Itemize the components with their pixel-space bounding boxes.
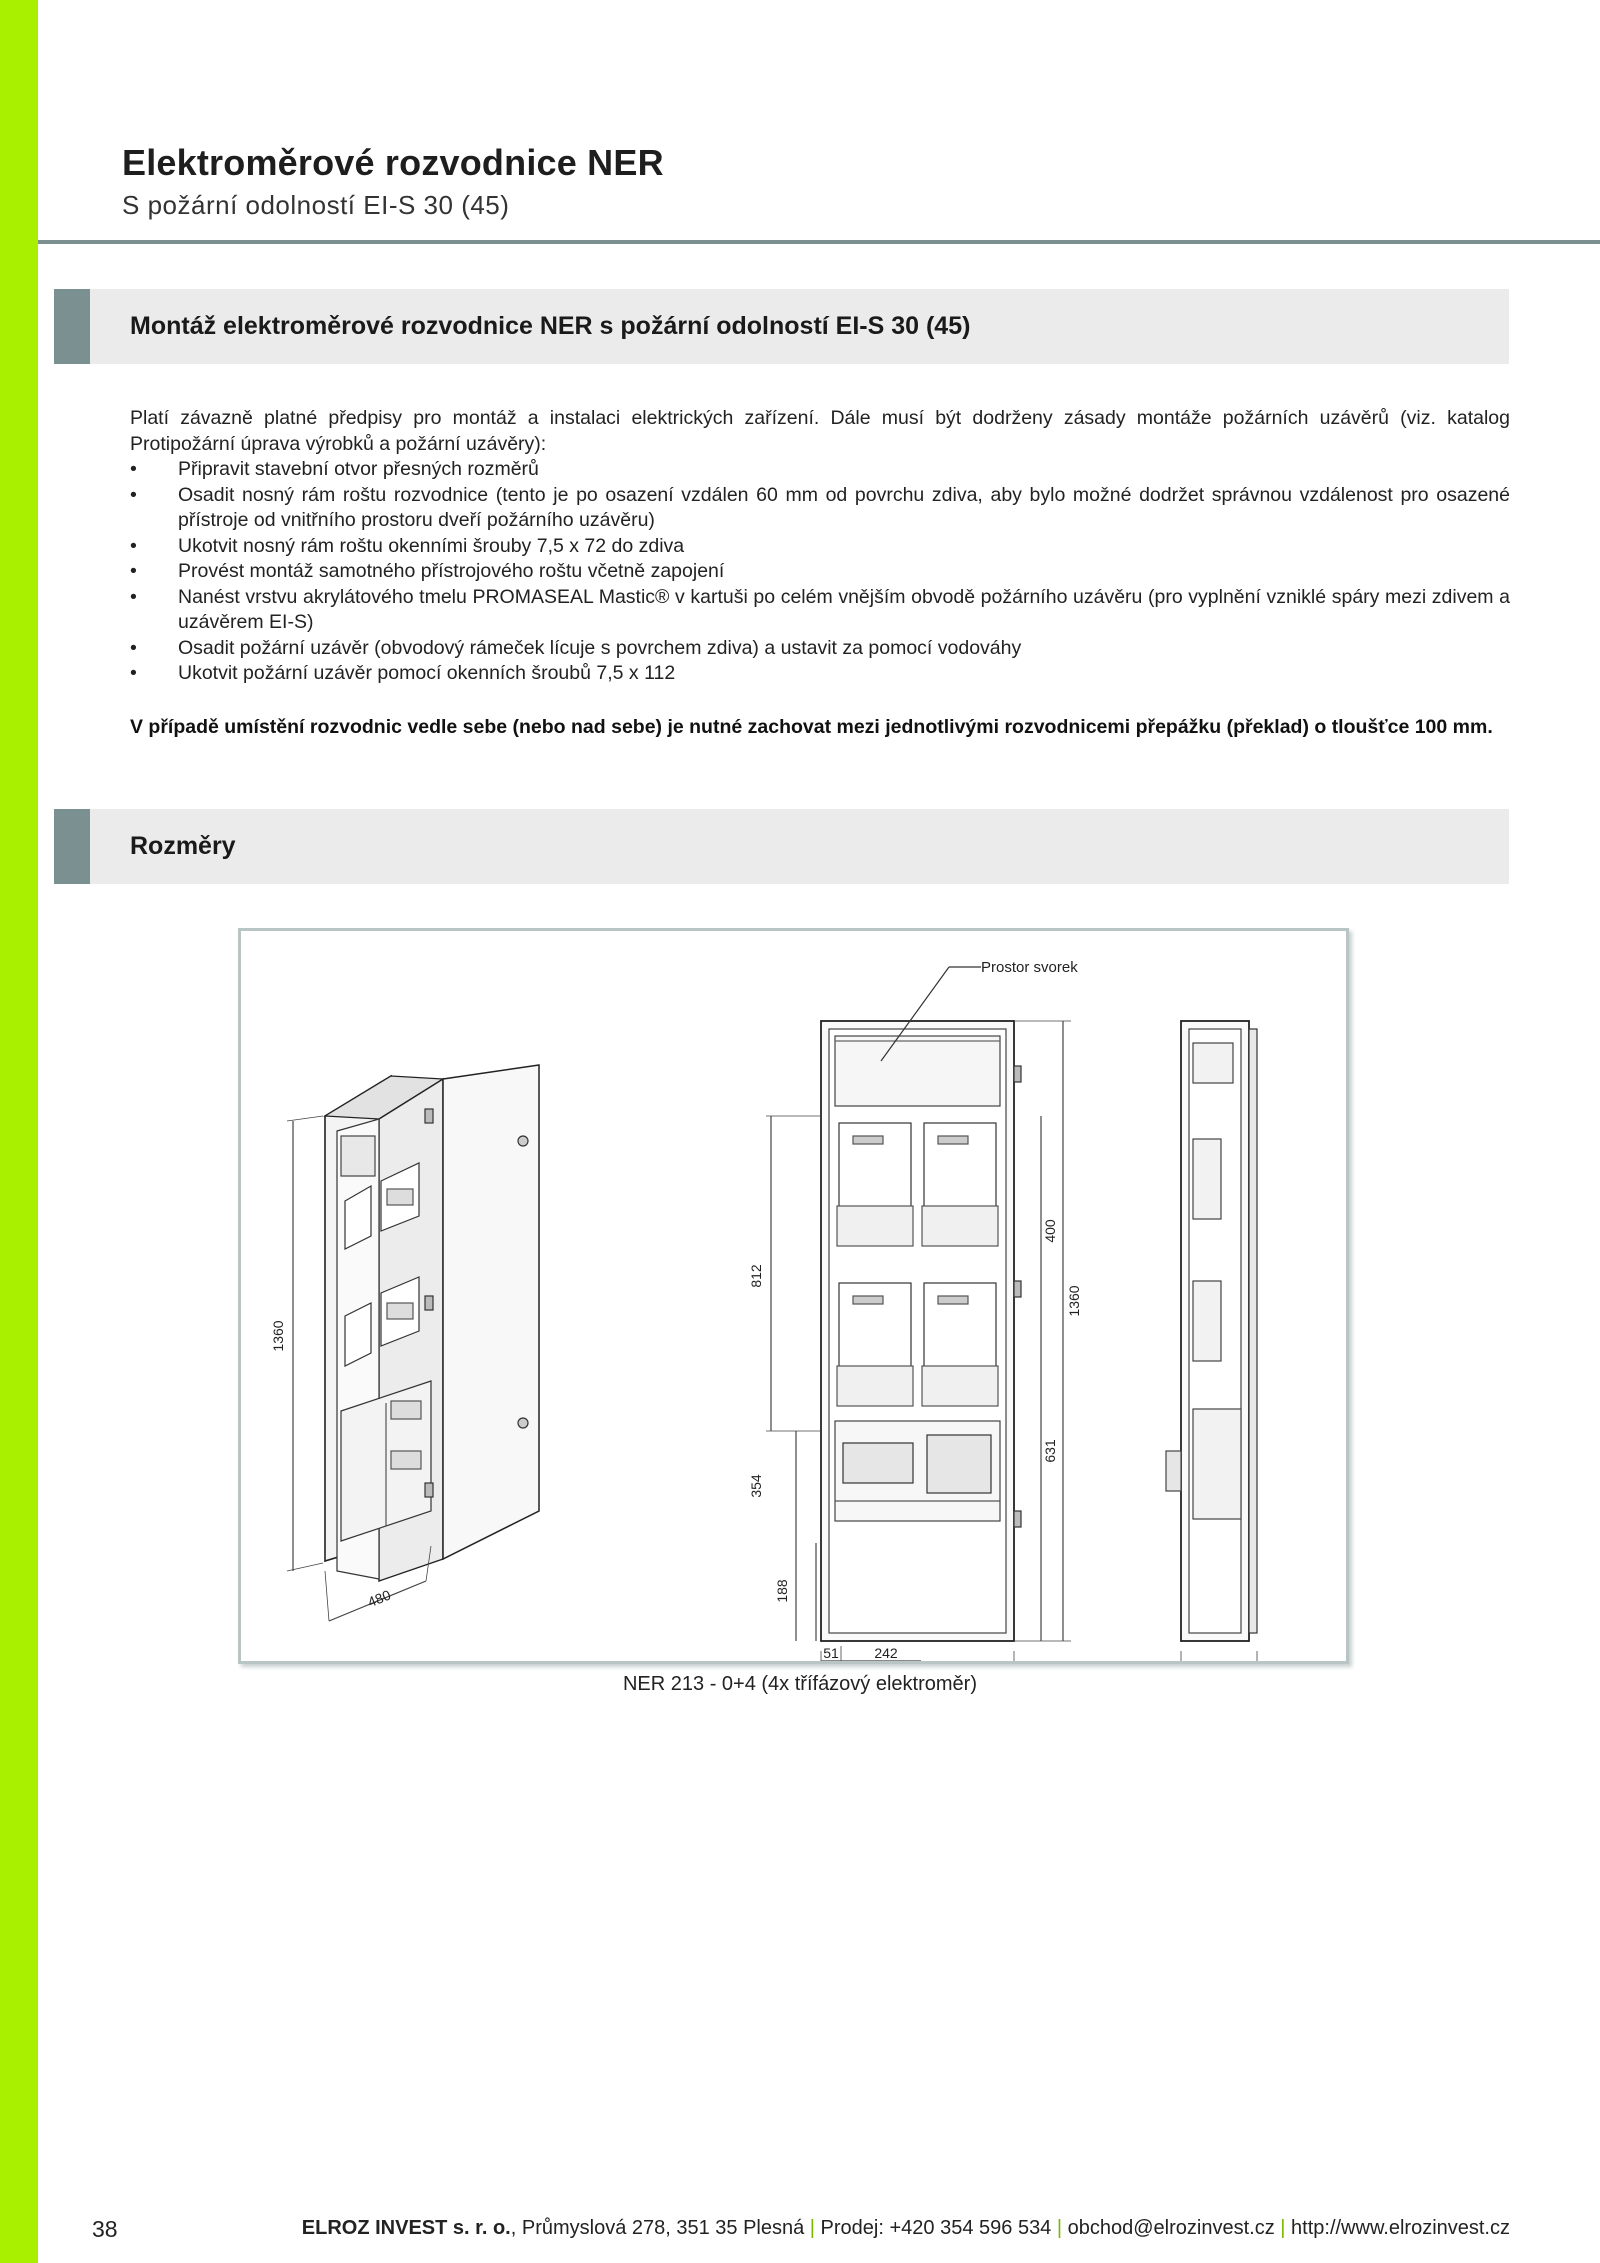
bullet-marker: • <box>130 534 137 557</box>
list-item-text: Nanést vrstvu akrylátového tmelu PROMASEAL Mastic® v kartuši po celém vnějším obvodě požárního uzávěru (pro vyplnění vzniklé spáry mezi zdivem a uzávěrem EI-S) <box>178 585 1510 633</box>
spacing-notice: V případě umístění rozvodnic vedle sebe (nebo nad sebe) je nutné zachovat mezi jednotlivými rozvodnicemi přepážku (překlad) o tloušťce 100 mm. <box>130 716 1493 738</box>
dim-iso-height: 1360 <box>270 1320 286 1352</box>
bullet-marker: • <box>130 560 137 582</box>
page-number: 38 <box>92 2216 118 2242</box>
section-heading-mount <box>54 289 1509 364</box>
footer-separator: | <box>1056 2217 1063 2239</box>
list-item <box>130 559 1510 585</box>
bullet-marker: • <box>130 585 137 608</box>
dim-188: 188 <box>774 1579 790 1603</box>
bullet-marker: • <box>130 483 137 506</box>
front-view <box>766 967 1071 1661</box>
footer-separator: | <box>809 2217 815 2239</box>
section-heading-dimensions <box>54 809 1509 884</box>
section-marker <box>54 289 90 364</box>
footer-sales: Prodej: +420 354 596 534 <box>815 2217 1057 2239</box>
accent-sidebar-bar <box>0 0 38 2263</box>
bullet-marker: • <box>130 636 137 659</box>
intro-paragraph: Platí závazně platné předpisy pro montáž a instalaci elektrických zařízení. Dále musí být dodrženy zásady montáže požárních uzávěrů (viz. katalog Protipožární úprava výrobků a požární uzávěry): <box>130 407 1510 455</box>
dim-631: 631 <box>1042 1439 1058 1463</box>
page-title: Elektroměrové rozvodnice NER <box>122 142 664 183</box>
dim-812: 812 <box>748 1264 764 1288</box>
section-heading-label: Montáž elektroměrové rozvodnice NER s požární odolností EI-S 30 (45) <box>130 312 971 340</box>
list-item <box>130 457 1510 483</box>
page-subtitle: S požární odolností EI-S 30 (45) <box>122 190 510 220</box>
label-terminal-space: Prostor svorek <box>981 959 1078 976</box>
dim-242: 242 <box>874 1645 898 1661</box>
page-footer <box>302 2217 1510 2240</box>
list-item <box>130 585 1510 636</box>
list-item-text: Připravit stavební otvor přesných rozměrů <box>178 458 539 480</box>
figure-caption: NER 213 - 0+4 (4x třífázový elektroměr) <box>622 1673 977 1695</box>
list-item <box>130 636 1510 662</box>
list-item-text: Ukotvit nosný rám roštu okenními šrouby 7,5 x 72 do zdiva <box>178 534 685 557</box>
technical-drawing-frame <box>238 928 1349 1664</box>
list-item-text: Osadit požární uzávěr (obvodový rámeček lícuje s povrchem zdiva) a ustavit za pomocí vodováhy <box>178 636 1022 659</box>
dim-354: 354 <box>748 1474 764 1498</box>
list-item-text: Provést montáž samotného přístrojového roštu včetně zapojení <box>178 560 725 582</box>
footer-email-link[interactable]: obchod@elrozinvest.cz <box>1062 2217 1281 2239</box>
footer-separator: | <box>1280 2217 1286 2239</box>
isometric-view <box>287 1065 539 1621</box>
bullet-marker: • <box>130 458 137 480</box>
bullet-marker: • <box>130 662 137 684</box>
list-item-text: Osadit nosný rám roštu rozvodnice (tento je po osazení vzdálen 60 mm od povrchu zdiva, aby bylo možné dodržet správnou vzdálenost pro osazené přístroje od vnitřního prostoru dveří požárního uzávěru) <box>178 483 1510 531</box>
section-heading-label: Rozměry <box>130 832 236 860</box>
footer-web-link[interactable]: http://www.elrozinvest.cz <box>1285 2217 1510 2239</box>
dim-1360: 1360 <box>1066 1285 1082 1317</box>
list-item <box>130 534 1510 560</box>
dim-400: 400 <box>1042 1219 1058 1243</box>
footer-address: , Průmyslová 278, 351 35 Plesná <box>510 2217 810 2239</box>
dim-51: 51 <box>823 1645 839 1661</box>
side-view <box>1166 1021 1257 1661</box>
dim-iso-width: 480 <box>365 1586 393 1611</box>
footer-company: ELROZ INVEST s. r. o. <box>301 2217 511 2239</box>
list-item <box>130 483 1510 534</box>
mount-instructions <box>130 406 1510 687</box>
technical-drawing <box>241 931 1346 1661</box>
header-divider <box>38 240 1600 244</box>
instruction-list <box>130 457 1510 687</box>
list-item-text: Ukotvit požární uzávěr pomocí okenních šroubů 7,5 x 112 <box>178 662 676 684</box>
section-marker <box>54 809 90 884</box>
list-item <box>130 661 1510 687</box>
